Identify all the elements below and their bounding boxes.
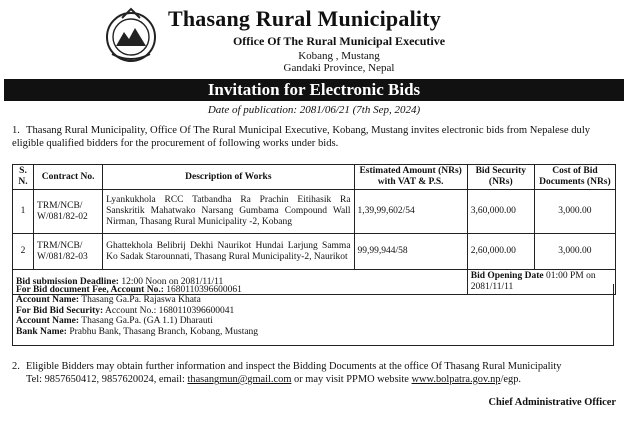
row-sn: 2 xyxy=(13,234,34,270)
ppmo-text: or may visit PPMO website xyxy=(294,374,409,385)
header-contract: Contract No. xyxy=(34,165,103,190)
contact-text: Tel: 9857650412, 9857620024, email: xyxy=(26,374,185,385)
table-header-row xyxy=(13,165,616,190)
eligibility-paragraph xyxy=(12,360,616,386)
account-name-value: Thasang Ga.Pa. (GA 1.1) Dharauti xyxy=(81,316,213,327)
opening-label: Bid Opening Date xyxy=(470,271,544,281)
security-value: Account No.: 1680110396600041 xyxy=(105,305,235,316)
website-suffix: /egp. xyxy=(500,374,522,385)
row-description: Ghattekhola Belibrij Dekhi Naurikot Hundai Larjung Samma Ko Sadak Starounnati, Thasang Rural Municipality-2, Naurikot xyxy=(103,234,354,270)
email-link[interactable]: thasangmun@gmail.com xyxy=(187,374,292,385)
bank-label: Bank Name: xyxy=(16,326,67,337)
fee-label: For Bid document Fee, Account No.: xyxy=(16,285,164,295)
table-row xyxy=(13,190,616,234)
account-name-value: Thasang Ga.Pa. Rajaswa Khata xyxy=(81,295,201,306)
intro-text: Thasang Rural Municipality, Office Of The Rural Municipal Executive, Kobang, Mustang invites electronic bids from Nepalese duly eligible qualified bidders for the procurement of following works under bids. xyxy=(12,125,591,149)
row-amount: 1,39,99,602/54 xyxy=(354,190,467,234)
eligible-text: Eligible Bidders may obtain further information and inspect the Bidding Documents at the office Of Thasang Rural Municipality xyxy=(26,361,562,372)
intro-paragraph xyxy=(12,124,616,150)
row-description: Lyankukhola RCC Tatbandha Ra Prachin Eitihasik Ra Sanskritik Mahatwako Narsang Gumbama Compound Wall Nirman, Thasang Rural Municipality -2, Kobang xyxy=(103,190,354,234)
row-security: 3,60,000.00 xyxy=(467,190,534,234)
bank-value: Prabhu Bank, Thasang Branch, Kobang, Mustang xyxy=(69,326,259,337)
opening-value: 01:00 PM on 2081/11/11 xyxy=(470,271,596,292)
header-description: Description of Works xyxy=(103,165,354,190)
intro-number: 1. xyxy=(12,125,20,136)
row-security: 2,60,000.00 xyxy=(467,234,534,270)
notice-header xyxy=(0,0,628,80)
office-location: Kobang , Mustang xyxy=(298,50,380,62)
fee-value: 1680110396600061 xyxy=(166,285,242,295)
header-security: Bid Security (NRs) xyxy=(467,165,534,190)
deadline-label: Bid submission Deadline: xyxy=(16,276,119,287)
row-contract: TRM/NCB/ W/081/82-02 xyxy=(34,190,103,234)
account-name-label: Account Name: xyxy=(16,316,80,327)
account-name-label: Account Name: xyxy=(16,295,80,306)
signatory-title: Chief Administrative Officer xyxy=(488,397,616,408)
row-cost: 3,000.00 xyxy=(534,234,615,270)
row-cost: 3,000.00 xyxy=(534,190,615,234)
website-link[interactable]: www.bolpatra.gov.np xyxy=(411,374,501,385)
table-row xyxy=(13,234,616,270)
header-amount: Estimated Amount (NRs) with VAT & P.S. xyxy=(354,165,467,190)
notice-banner: Invitation for Electronic Bids xyxy=(4,79,624,101)
account-details xyxy=(12,284,614,346)
eligible-number: 2. xyxy=(12,361,20,372)
security-label: For Bid Bid Security: xyxy=(16,305,104,316)
deadline-value: 12:00 Noon on 2081/11/11 xyxy=(121,276,224,287)
bid-table xyxy=(12,164,616,295)
office-province: Gandaki Province, Nepal xyxy=(283,62,395,74)
row-contract: TRM/NCB/ W/081/82-03 xyxy=(34,234,103,270)
office-name: Office Of The Rural Municipal Executive xyxy=(232,34,446,48)
row-sn: 1 xyxy=(13,190,34,234)
publication-date: Date of publication: 2081/06/21 (7th Sep, 2024) xyxy=(207,104,421,116)
row-amount: 99,99,944/58 xyxy=(354,234,467,270)
header-cost: Cost of Bid Documents (NRs) xyxy=(534,165,615,190)
header-sn: S. N. xyxy=(13,165,34,190)
municipality-title: Thasang Rural Municipality xyxy=(168,6,441,31)
